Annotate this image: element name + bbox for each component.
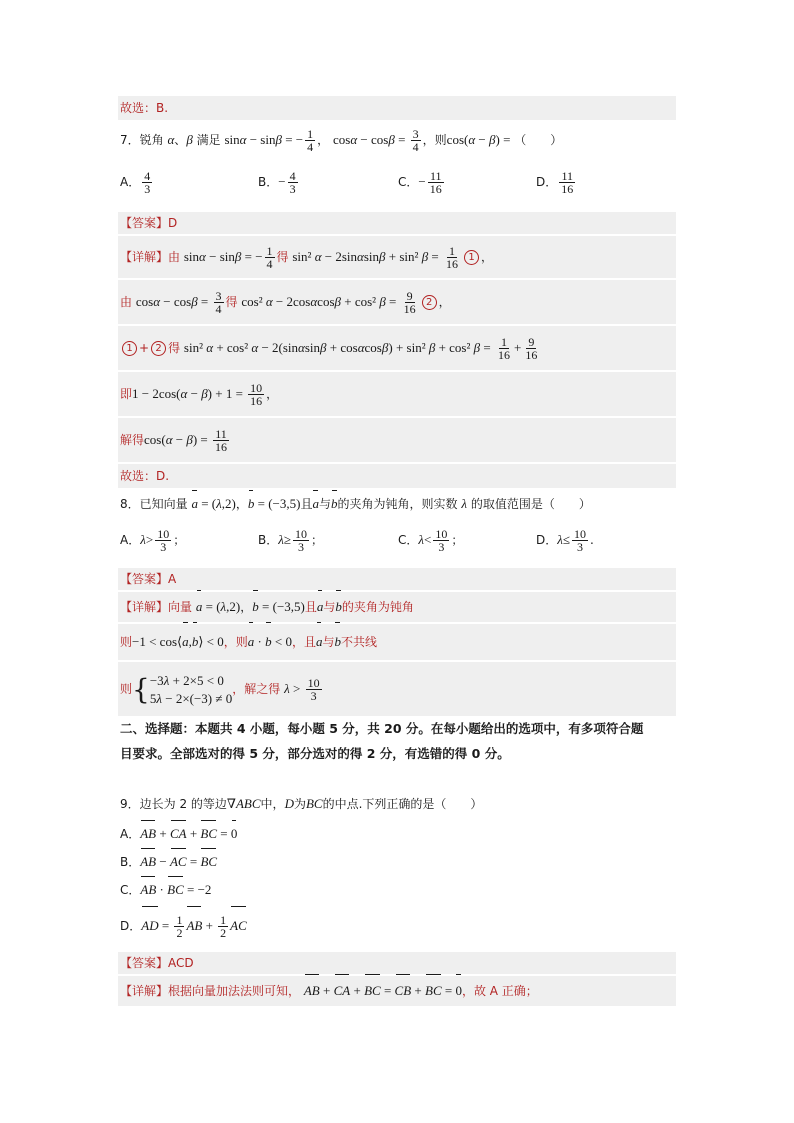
q8-answer: 【答案】A bbox=[118, 568, 676, 590]
q8-detail-line3: 则{ −3λ + 2×5 < 0 5λ − 2×(−3) ≠ 0 ，解之得 λ > $\frac{10}{3}$ bbox=[118, 662, 676, 716]
q9-option-d: D．AD = $\frac{1}{2}$ AB + $\frac{1}{2}$ AC bbox=[118, 908, 676, 944]
q9-answer: 【答案】ACD bbox=[118, 952, 676, 974]
q7-prefix: 7．锐角 bbox=[120, 133, 164, 147]
section2-line2: 目要求。全部选对的得 5 分，部分选对的得 2 分，有选错的得 0 分。 bbox=[120, 746, 510, 761]
q7-paren: （ ） bbox=[514, 133, 563, 147]
q7-option-b: B．− $\frac{4}{3}$ bbox=[258, 169, 296, 196]
q7-sep: ， bbox=[317, 133, 330, 147]
q9-option-a: A．AB + CA + BC = 0 bbox=[118, 822, 676, 846]
q8-detail-line2: 则−1 < cos⟨a,b⟩ < 0，则a · b < 0，且a与b不共线 bbox=[118, 624, 676, 660]
q8-option-d: D．λ≤ $\frac{10}{3}$ . bbox=[536, 527, 594, 554]
q9-detail-line1: 【详解】根据向量加法法则可知， AB + CA + BC = CB + BC = 0，故 A 正确； bbox=[118, 976, 676, 1006]
q7-option-d: D． $\frac{11}{16}$ bbox=[536, 169, 574, 196]
q7-answer: 【答案】D bbox=[118, 212, 676, 234]
q8-option-c: C．λ< $\frac{10}{3}$ ； bbox=[398, 527, 464, 554]
q8-option-b: B．λ≥ $\frac{10}{3}$ ； bbox=[258, 527, 324, 554]
q8-option-a: A．λ> $\frac{10}{3}$ ； bbox=[120, 527, 186, 554]
q9-stem: 9．边长为 2 的等边∇ABC中，D为BC的中点.下列正确的是（ ） bbox=[120, 796, 483, 811]
section2-line1: 二、选择题：本题共 4 小题，每小题 5 分，共 20 分。在每小题给出的选项中，有多项符合题 bbox=[120, 721, 644, 736]
q9-option-b: B．AB − AC = BC bbox=[118, 850, 676, 874]
q8-detail-line1: 【详解】向量 a = (λ,2)，b = (−3,5)且a与b的夹角为钝角 bbox=[118, 592, 676, 622]
q7-detail-line2: 由 cosα − cosβ = $\frac{3}{4}$ 得 cos² α − 2cosαcosβ + cos² β = $\frac{9}{16}$ 2 ， bbox=[118, 280, 676, 324]
q7-stem: 7．锐角 α、β 满足 sinα − sinβ = − $\frac{1}{4}$ ， cosα − cosβ = $\frac{3}{4}$ ，则cos(α − β) = （ ） bbox=[120, 127, 563, 154]
q7-stem-text: 满足 bbox=[196, 133, 221, 147]
q7-option-a: A． $\frac{4}{3}$ bbox=[120, 169, 151, 196]
q7-option-c: C．− $\frac{11}{16}$ bbox=[398, 169, 442, 196]
q9-option-c: C．AB · BC = −2 bbox=[118, 878, 676, 902]
q7-detail-line5: 解得cos(α − β) = $\frac{11}{16}$ bbox=[118, 418, 676, 462]
q7-then: ，则 bbox=[422, 133, 447, 147]
q6-conclusion: 故选：B. bbox=[118, 96, 676, 120]
q7-conclusion: 故选：D. bbox=[118, 464, 676, 488]
q8-stem: 8．已知向量 a = (λ,2)，b = (−3,5)且a与b的夹角为钝角，则实数 λ 的取值范围是（ ） bbox=[118, 492, 676, 516]
q7-detail-line3: 1 + 2 得 sin² α + cos² α − 2(sinαsinβ + cosαcosβ) + sin² β + cos² β = $\frac{1}{16}$ + $\frac{9}{16}$ bbox=[118, 326, 676, 370]
q7-detail-line1: 【详解】由 sinα − sinβ = − $\frac{1}{4}$ 得 sin² α − 2sinαsinβ + sin² β = $\frac{1}{16}$ 1 ， bbox=[118, 236, 676, 278]
q7-detail-line4: 即1 − 2cos(α − β) + 1 = $\frac{10}{16}$ ， bbox=[118, 372, 676, 416]
